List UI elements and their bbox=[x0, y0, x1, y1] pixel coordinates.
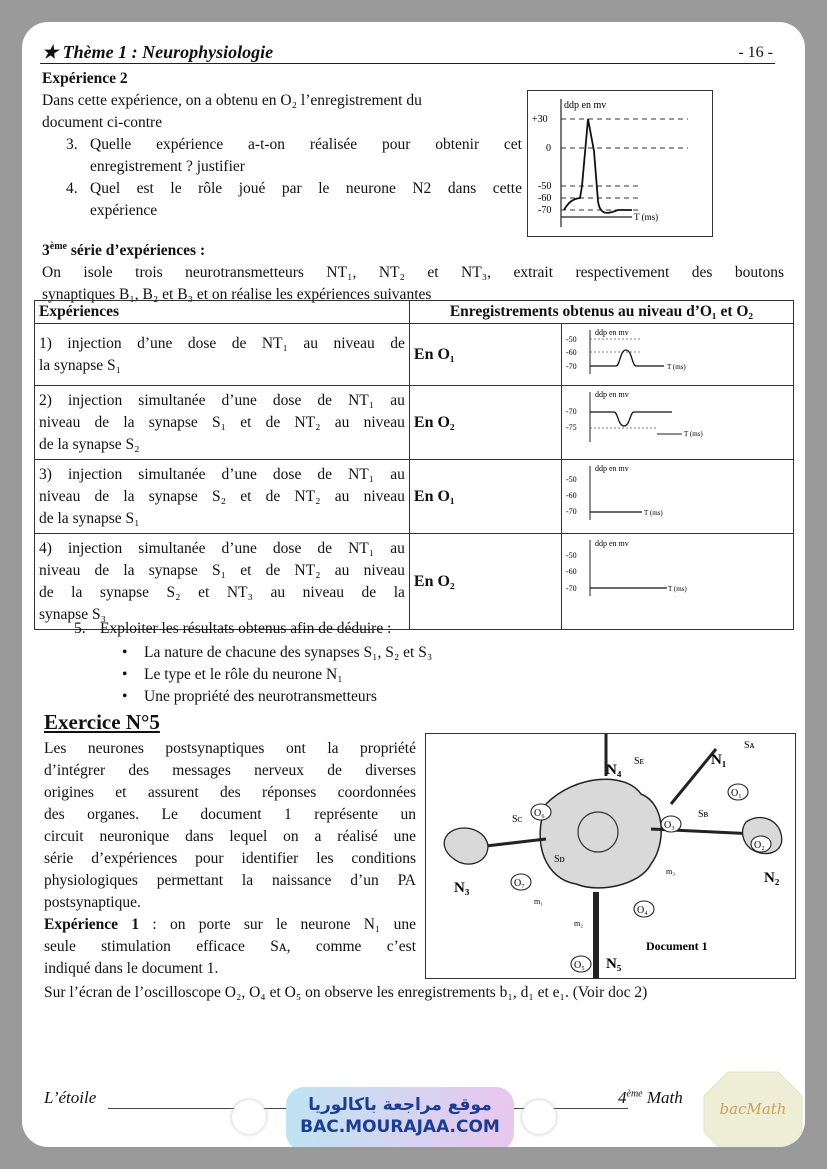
recording-graph-3 bbox=[562, 460, 788, 528]
tick-b: -60 bbox=[566, 348, 577, 357]
table-row bbox=[35, 460, 794, 534]
xlabel: T (ms) bbox=[644, 509, 663, 517]
tick-c: -70 bbox=[566, 507, 577, 516]
central-neuron-soma bbox=[540, 779, 661, 888]
serie-3-line2: synaptiques B₁, B₂ et B₃ et on réalise les expériences suivantes bbox=[42, 286, 432, 304]
page bbox=[22, 22, 805, 1147]
scope-o7: O₇ bbox=[514, 878, 525, 889]
experience-2-graph-svg bbox=[528, 91, 712, 236]
banner-url[interactable]: BAC.MOURAJAA.COM bbox=[300, 1117, 500, 1137]
header-experiences: Expériences bbox=[35, 301, 410, 324]
experience-2-title: Expérience 2 bbox=[42, 70, 128, 87]
experience-cell-4: 4) injection simultanée d’une dose de NT₁ au niveau de la synapse S₁ et de NT₂ au niveau de la synapse S₂ et NT₃ au niveau de la synapse S₃ bbox=[35, 534, 410, 630]
experience-cell-3: 3) injection simultanée d’une dose de NT₁ au niveau de la synapse S₂ et de NT₂ au niveau de la synapse S₁ bbox=[35, 460, 410, 534]
scope-o4: O₄ bbox=[637, 905, 648, 916]
neuron-n3 bbox=[444, 828, 488, 864]
site-cell-1: En O₁ bbox=[409, 324, 561, 386]
question-5-stem: 5. Exploiter les résultats obtenus afin de déduire : bbox=[74, 620, 392, 637]
recording-graph-1 bbox=[562, 324, 788, 380]
mark-m3: m₃ bbox=[666, 867, 676, 876]
footer-level: 4ème Math bbox=[618, 1088, 683, 1107]
site-cell-3: En O₁ bbox=[409, 460, 561, 534]
scope-o3: O₃ bbox=[664, 820, 675, 831]
recording-graph-4 bbox=[562, 534, 788, 624]
tick-minus50: -50 bbox=[538, 181, 552, 192]
page-number: - 16 - bbox=[738, 44, 773, 61]
tick-plus30: +30 bbox=[532, 114, 548, 125]
label-n5: N₅ bbox=[606, 956, 622, 972]
question-4: 4. Quel est le rôle joué par le neurone N2 dans cette expérience bbox=[66, 180, 522, 219]
ylabel: ddp en mv bbox=[595, 464, 629, 473]
graph-cell-3 bbox=[562, 460, 794, 534]
serie-3-line1: On isole trois neurotransmetteurs NT₁, NT₂ et NT₃, extrait respectivement des boutons bbox=[42, 264, 784, 282]
tick-minus70: -70 bbox=[538, 205, 552, 216]
mark-m2: m₂ bbox=[574, 919, 584, 928]
axon-n3 bbox=[486, 839, 546, 846]
experience-2-intro-1: Dans cette expérience, on a obtenu en O₂ l’enregistrement du bbox=[42, 92, 422, 109]
question-3: 3. Quelle expérience a-t-on réalisée pour obtenir cet enregistrement ? justifier bbox=[66, 136, 522, 175]
stim-sb: Sʙ bbox=[698, 809, 709, 820]
banner-arabic: موقع مراجعة باكالوريا bbox=[308, 1095, 492, 1115]
question-5 bbox=[74, 618, 774, 708]
exercise-5-paragraph: Les neurones postsynaptiques ont la propriété d’intégrer des messages nerveux de diverses origines et assurent des réponses coordonnées des organes. Le document 1 représente un circuit neuronique dans lequel on a réalisé une série d’expériences pour identifier les conditions physiologiques permettant la naissance d’un PA postsynaptique. Expérience 1 : on porte sur le neurone N₁ une seule stimulation efficace Sᴀ, comme c’est indiqué dans le document 1. bbox=[44, 740, 416, 977]
serie-3-section bbox=[42, 236, 784, 306]
neuronal-circuit-diagram bbox=[426, 734, 795, 978]
question-5-bullets bbox=[122, 642, 774, 708]
list-item: • Une propriété des neurotransmetteurs bbox=[122, 686, 774, 708]
header-rule bbox=[40, 63, 775, 64]
experience-2-section bbox=[42, 68, 522, 222]
tick-0: 0 bbox=[546, 143, 551, 154]
scope-o1: O₁ bbox=[731, 788, 742, 799]
table-header-row bbox=[35, 301, 794, 324]
label-n1: N₁ bbox=[711, 752, 727, 768]
graph-cell-1 bbox=[562, 324, 794, 386]
stim-sd: Sᴅ bbox=[554, 854, 565, 865]
header-recordings: Enregistrements obtenus au niveau d’O₁ et O₂ bbox=[409, 301, 793, 324]
experiments-table bbox=[34, 300, 794, 630]
list-item: • La nature de chacune des synapses S₁, S₂ et S₃ bbox=[122, 642, 774, 664]
table-row bbox=[35, 386, 794, 460]
xlabel: T (ms) bbox=[684, 430, 703, 438]
trace bbox=[590, 350, 664, 366]
stim-sc: Sᴄ bbox=[512, 814, 523, 825]
ylabel: ddp en mv bbox=[595, 539, 629, 548]
exercise-5-last-line: Sur l’écran de l’oscilloscope O₂, O₄ et O₅ on observe les enregistrements b₁, d₁ et e₁. (Voir doc 2) bbox=[44, 984, 648, 1001]
tick-a: -50 bbox=[566, 475, 577, 484]
scope-o5: O₅ bbox=[574, 960, 585, 971]
table-row bbox=[35, 534, 794, 630]
tick-a: -50 bbox=[566, 335, 577, 344]
document-1-caption: Document 1 bbox=[646, 939, 708, 953]
document-1-figure bbox=[425, 733, 796, 979]
experience-2-intro-2: document ci-contre bbox=[42, 114, 163, 131]
bac-math-badge bbox=[698, 1066, 805, 1147]
right-small-logo bbox=[522, 1100, 556, 1134]
list-item: • Le type et le rôle du neurone N₁ bbox=[122, 664, 774, 686]
site-cell-4: En O₂ bbox=[409, 534, 561, 630]
label-n4: N₄ bbox=[606, 762, 622, 778]
tick-c: -70 bbox=[566, 584, 577, 593]
tick-b: -60 bbox=[566, 491, 577, 500]
table-row bbox=[35, 324, 794, 386]
stim-sa: Sᴀ bbox=[744, 740, 755, 751]
x-axis-label: T (ms) bbox=[634, 212, 659, 222]
site-banner[interactable] bbox=[286, 1087, 514, 1147]
graph-cell-4 bbox=[562, 534, 794, 630]
tick-b: -60 bbox=[566, 567, 577, 576]
y-axis-label: ddp en mv bbox=[564, 100, 607, 111]
experience-cell-1: 1) injection d’une dose de NT₁ au niveau de la synapse S₁ bbox=[35, 324, 410, 386]
graph-cell-2 bbox=[562, 386, 794, 460]
tick-b: -75 bbox=[566, 423, 577, 432]
axon-n1 bbox=[671, 749, 716, 804]
label-n2: N₂ bbox=[764, 870, 780, 886]
tick-a: -70 bbox=[566, 407, 577, 416]
tick-c: -70 bbox=[566, 362, 577, 371]
tick-a: -50 bbox=[566, 551, 577, 560]
stim-se: Sᴇ bbox=[634, 756, 645, 767]
mark-m1: m₁ bbox=[534, 897, 544, 906]
xlabel: T (ms) bbox=[668, 585, 687, 593]
experience-cell-2: 2) injection simultanée d’une dose de NT₁ au niveau de la synapse S₁ et de NT₂ au niveau de la synapse S₂ bbox=[35, 386, 410, 460]
scope-o6: O₆ bbox=[534, 808, 545, 819]
left-small-logo bbox=[232, 1100, 266, 1134]
scope-o2: O₂ bbox=[754, 840, 765, 851]
action-potential-trace bbox=[564, 119, 632, 213]
label-n3: N₃ bbox=[454, 880, 470, 896]
xlabel: T (ms) bbox=[667, 363, 686, 371]
theme-title: ★ Thème 1 : Neurophysiologie bbox=[42, 42, 274, 62]
site-cell-2: En O₂ bbox=[409, 386, 561, 460]
experience-2-graph bbox=[527, 90, 713, 237]
recording-graph-2 bbox=[562, 386, 788, 454]
tick-minus60: -60 bbox=[538, 193, 552, 204]
footer-brand: L’étoile bbox=[44, 1088, 97, 1107]
ylabel: ddp en mv bbox=[595, 328, 629, 337]
exercise-5-title: Exercice N°5 bbox=[44, 710, 160, 734]
serie-3-title: 3ème série d’expériences : bbox=[42, 241, 206, 260]
ylabel: ddp en mv bbox=[595, 390, 629, 399]
questions-3-4 bbox=[66, 134, 522, 222]
trace bbox=[590, 412, 672, 426]
badge-text: bacMath bbox=[719, 1100, 787, 1118]
